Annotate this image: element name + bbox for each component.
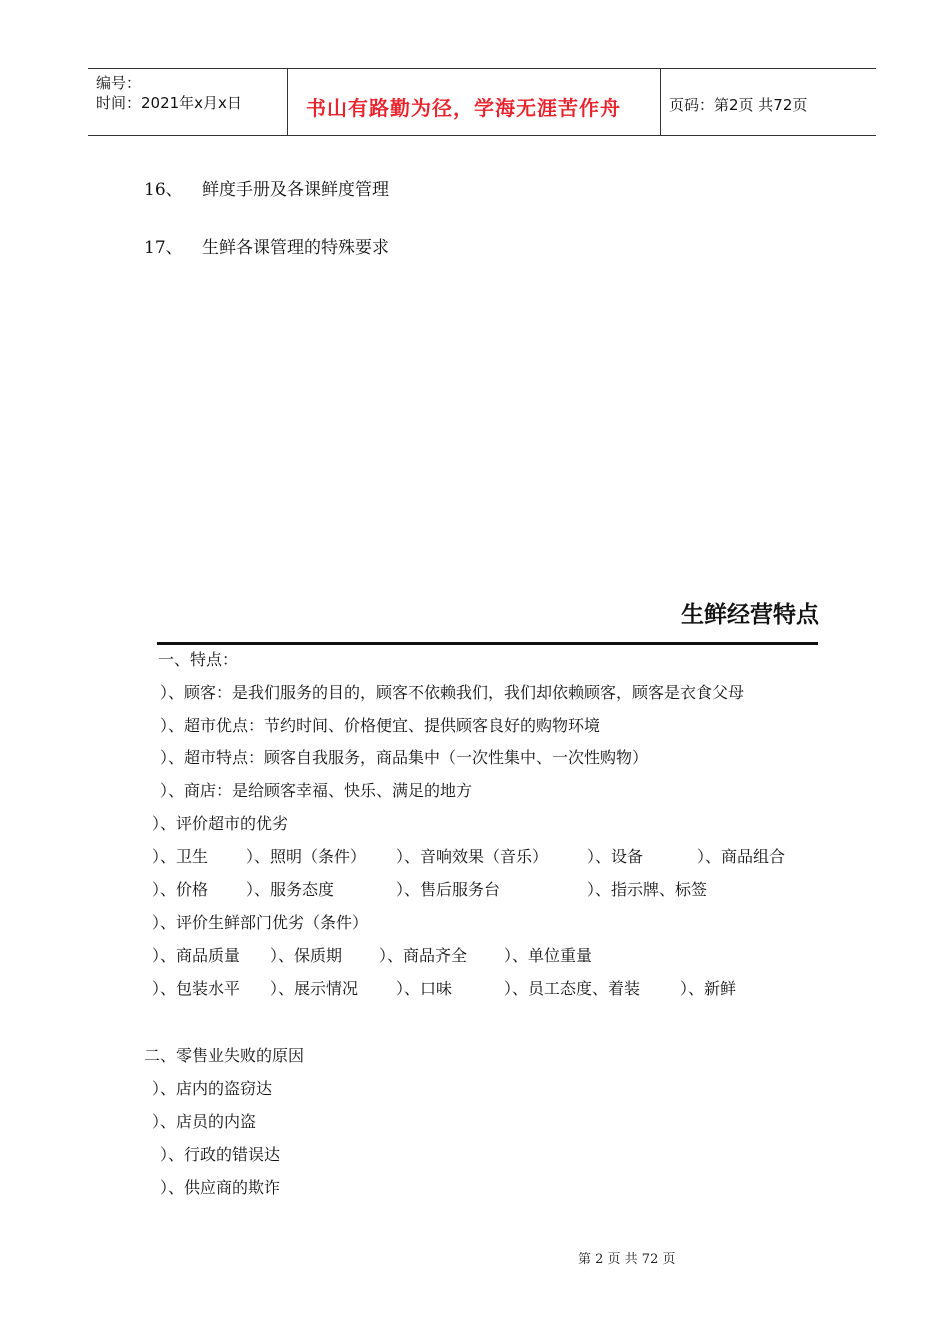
market-item-assortment: ）、商品组合	[697, 847, 786, 866]
section1-heading: 一、特点：	[158, 650, 239, 669]
fresh-item-unit-weight: ）、单位重量	[504, 946, 593, 965]
page-footer: 第 2 页 共 72 页	[578, 1252, 676, 1267]
section1-line-feature: ）、超市特点：顾客自我服务，商品集中（一次性集中、一次性购物）	[160, 748, 649, 767]
eval-fresh-heading: ）、评价生鲜部门优劣（条件）	[152, 913, 369, 932]
section1-line-customer: ）、顾客：是我们服务的目的，顾客不依赖我们，我们却依赖顾客，顾客是衣食父母	[160, 683, 745, 702]
fresh-item-taste: ）、口味	[396, 979, 453, 998]
market-item-aftersales: ）、售后服务台	[396, 880, 501, 899]
section-title-rule	[157, 642, 818, 645]
market-item-price: ）、价格	[152, 880, 209, 899]
toc-item-17-number: 17、	[144, 238, 183, 258]
header-page-label: 页码：第2页 共72页	[669, 96, 808, 114]
market-item-signage: ）、指示牌、标签	[587, 880, 708, 899]
fresh-item-range: ）、商品齐全	[379, 946, 468, 965]
market-item-hygiene: ）、卫生	[152, 847, 209, 866]
section-title: 生鲜经营特点	[681, 602, 819, 628]
section1-line-store: ）、商店：是给顾客幸福、快乐、满足的地方	[160, 781, 473, 800]
fresh-item-staff: ）、员工态度、着装	[504, 979, 641, 998]
market-item-sound: ）、音响效果（音乐）	[396, 847, 549, 866]
header-motto: 书山有路勤为径，学海无涯苦作舟	[306, 96, 621, 120]
market-item-equipment: ）、设备	[587, 847, 644, 866]
section2-line-internal-theft: ）、店员的内盗	[152, 1112, 257, 1131]
fresh-item-freshness: ）、新鲜	[680, 979, 737, 998]
section2-line-admin-error: ）、行政的错误达	[160, 1145, 281, 1164]
market-item-service: ）、服务态度	[246, 880, 335, 899]
fresh-item-shelf-life: ）、保质期	[270, 946, 343, 965]
header-bottom-border	[88, 135, 876, 136]
section2-heading: 二、零售业失败的原因	[144, 1046, 305, 1065]
fresh-item-quality: ）、商品质量	[152, 946, 241, 965]
toc-item-17-text: 生鲜各课管理的特殊要求	[202, 238, 389, 258]
section2-line-supplier-fraud: ）、供应商的欺诈	[160, 1178, 281, 1197]
header-divider-left	[287, 68, 288, 136]
section2-line-theft: ）、店内的盗窃达	[152, 1079, 273, 1098]
fresh-item-display: ）、展示情况	[270, 979, 359, 998]
header-id-label: 编号：	[96, 74, 142, 92]
header-top-border	[88, 68, 876, 69]
toc-item-16-text: 鲜度手册及各课鲜度管理	[202, 180, 389, 200]
market-item-lighting: ）、照明（条件）	[246, 847, 367, 866]
header-divider-right	[660, 68, 661, 136]
header-time-label: 时间：2021年x月x日	[96, 94, 242, 112]
section1-line-advantage: ）、超市优点：节约时间、价格便宜、提供顾客良好的购物环境	[160, 716, 601, 735]
toc-item-16-number: 16、	[144, 180, 183, 200]
eval-market-heading: ）、评价超市的优劣	[152, 814, 289, 833]
fresh-item-packaging: ）、包装水平	[152, 979, 241, 998]
